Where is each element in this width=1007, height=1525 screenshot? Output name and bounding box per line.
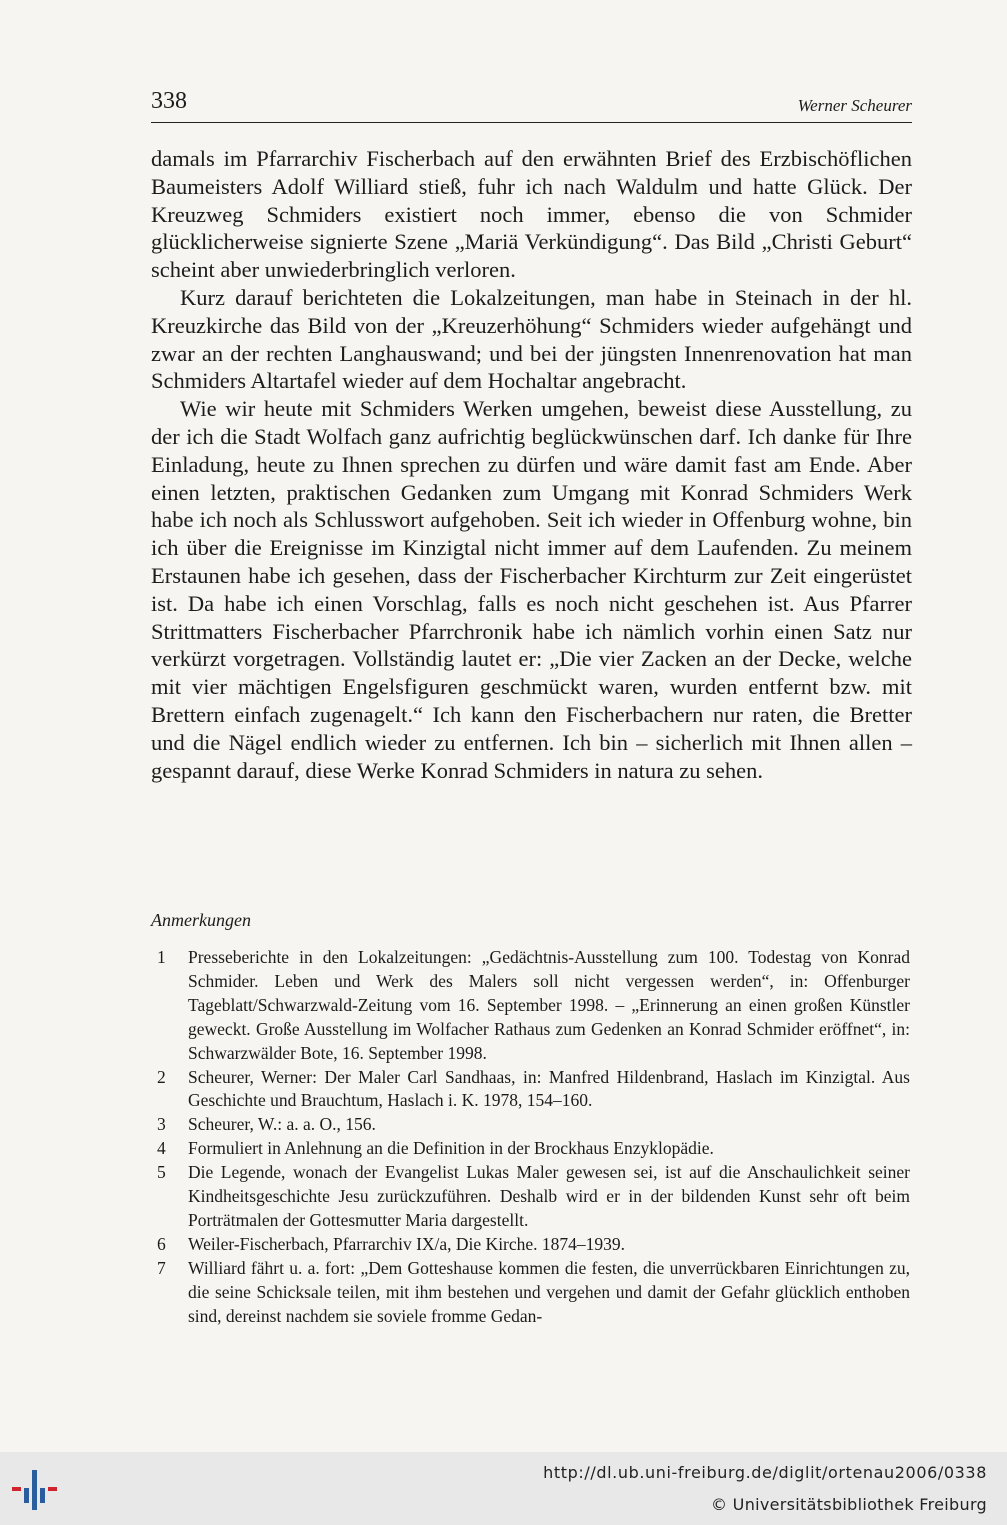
- viewer-footer: [0, 1452, 1007, 1525]
- footnote-number: 5: [157, 1162, 166, 1183]
- footnote-text: Scheurer, Werner: Der Maler Carl Sandhaas, in: Manfred Hildenbrand, Haslach im Kinzigtal. Aus Geschichte und Brauchtum, Haslach i. K. 1978, 154–160.: [188, 1066, 910, 1111]
- footnote-number: 6: [157, 1233, 166, 1254]
- footnote-3: [151, 1113, 910, 1137]
- paragraph-1: damals im Pfarrarchiv Fischerbach auf den erwähnten Brief des Erzbischöflichen Baumeisters Adolf Williard stieß, fuhr ich nach Waldulm und hatte Glück. Der Kreuzweg Schmiders existiert noch immer, ebenso die von Schmider glücklicherweise signierte Szene „Mariä Verkündigung“. Das Bild „Christi Geburt“ scheint aber unwiederbringlich verloren.: [151, 146, 912, 283]
- footnote-text: Formuliert in Anlehnung an die Definition in der Brockhaus Enzyklopädie.: [188, 1138, 714, 1159]
- footnote-number: 2: [157, 1066, 166, 1087]
- footnote-number: 7: [157, 1257, 166, 1278]
- footnote-number: 3: [157, 1114, 166, 1135]
- footnote-text: Scheurer, W.: a. a. O., 156.: [188, 1114, 376, 1135]
- ub-freiburg-logo-icon[interactable]: [10, 1468, 66, 1512]
- footnote-5: [151, 1161, 910, 1233]
- paragraph-2: Kurz darauf berichteten die Lokalzeitungen, man habe in Steinach in der hl. Kreuzkirche das Bild von der „Kreuzerhöhung“ Schmiders wieder aufgehängt und zwar an der rechten Langhauswand; und bei der jüngsten Innenrenovation hat man Schmiders Altartafel wieder auf dem Hochaltar angebracht.: [151, 284, 912, 394]
- paragraph-3: Wie wir heute mit Schmiders Werken umgehen, beweist diese Ausstellung, zu der ich die Stadt Wolfach ganz aufrichtig beglückwünschen darf. Ich danke für Ihre Einladung, heute zu Ihnen sprechen zu dürfen und wäre damit fast am Ende. Aber einen letzten, praktischen Gedanken zum Umgang mit Konrad Schmiders Werk habe ich noch als Schlusswort aufgehoben. Seit ich wieder in Offenburg wohne, bin ich über die Ereignisse im Kinzigtal nicht immer auf dem Laufenden. Zu meinem Erstaunen habe ich gesehen, dass der Fischerbacher Kirchturm zur Zeit eingerüstet ist. Da habe ich einen Vorschlag, falls es noch nicht geschehen ist. Aus Pfarrer Strittmatters Fischerbacher Pfarrchronik habe ich nämlich vorhin einen Satz nur verkürzt vorgetragen. Vollständig lautet er: „Die vier Zacken an der Decke, welche mit vier mächtigen Engelsfiguren geschmückt waren, wurden entfernt bzw. mit Brettern einfach zugenagelt.“ Ich kann den Fischerbachern nur raten, die Bretter und die Nägel endlich wieder zu entfernen. Ich bin – sicherlich mit Ihnen allen – gespannt darauf, diese Werke Konrad Schmiders in natura zu sehen.: [151, 396, 912, 783]
- footnote-number: 1: [157, 947, 166, 967]
- notes-heading: Anmerkungen: [151, 910, 251, 930]
- document-url-link[interactable]: http://dl.ub.uni-freiburg.de/diglit/ortenau2006/0338: [543, 1463, 987, 1482]
- footnotes-list: [151, 946, 910, 1329]
- footnote-text: Williard fährt u. a. fort: „Dem Gotteshause kommen die festen, die unverrückbaren Einrichtungen zu, die seine Schicksale teilen, mit ihm bestehen und vergehen und damit der Gefahr glücklich enthoben sind, dereinst nachdem sie soviele fromme Gedan-: [188, 1257, 910, 1326]
- footnote-number: 4: [157, 1138, 166, 1159]
- footnote-text: Weiler-Fischerbach, Pfarrarchiv IX/a, Die Kirche. 1874–1939.: [188, 1233, 626, 1254]
- footnote-text: Die Legende, wonach der Evangelist Lukas Maler gewesen sei, ist auf die Anschaulichkeit seiner Kindheitsgeschichte Jesu zurückzuführen. Deshalb wird er in der bildenden Kunst sehr oft beim Porträtmalen der Gottesmutter Maria dargestellt.: [188, 1162, 910, 1230]
- page-header: [151, 88, 912, 123]
- copyright-notice: © Universitätsbibliothek Freiburg: [711, 1495, 987, 1514]
- footnote-1: [151, 946, 910, 1066]
- running-head: Werner Scheurer: [797, 96, 912, 115]
- footnote-7: [151, 1257, 910, 1329]
- footnote-2: [151, 1066, 910, 1114]
- body-text: [151, 145, 912, 784]
- footnote-text: Presseberichte in den Lokalzeitungen: „Gedächtnis-Ausstellung zum 100. Todestag von Konrad Schmider. Leben und Werk des Malers soll nicht vergessen werden“, in: Offenburger Tageblatt/Schwarzwald-Zeitung vom 16. September 1998. – „Erinnerung an einen großen Künstler geweckt. Große Ausstellung im Wolfacher Rathaus zum Gedenken an Konrad Schmider eröffnet“, in: Schwarzwälder Bote, 16. September 1998.: [188, 947, 910, 1063]
- page-number: 338: [151, 88, 187, 114]
- footnote-4: [151, 1137, 910, 1161]
- footnote-6: [151, 1233, 910, 1257]
